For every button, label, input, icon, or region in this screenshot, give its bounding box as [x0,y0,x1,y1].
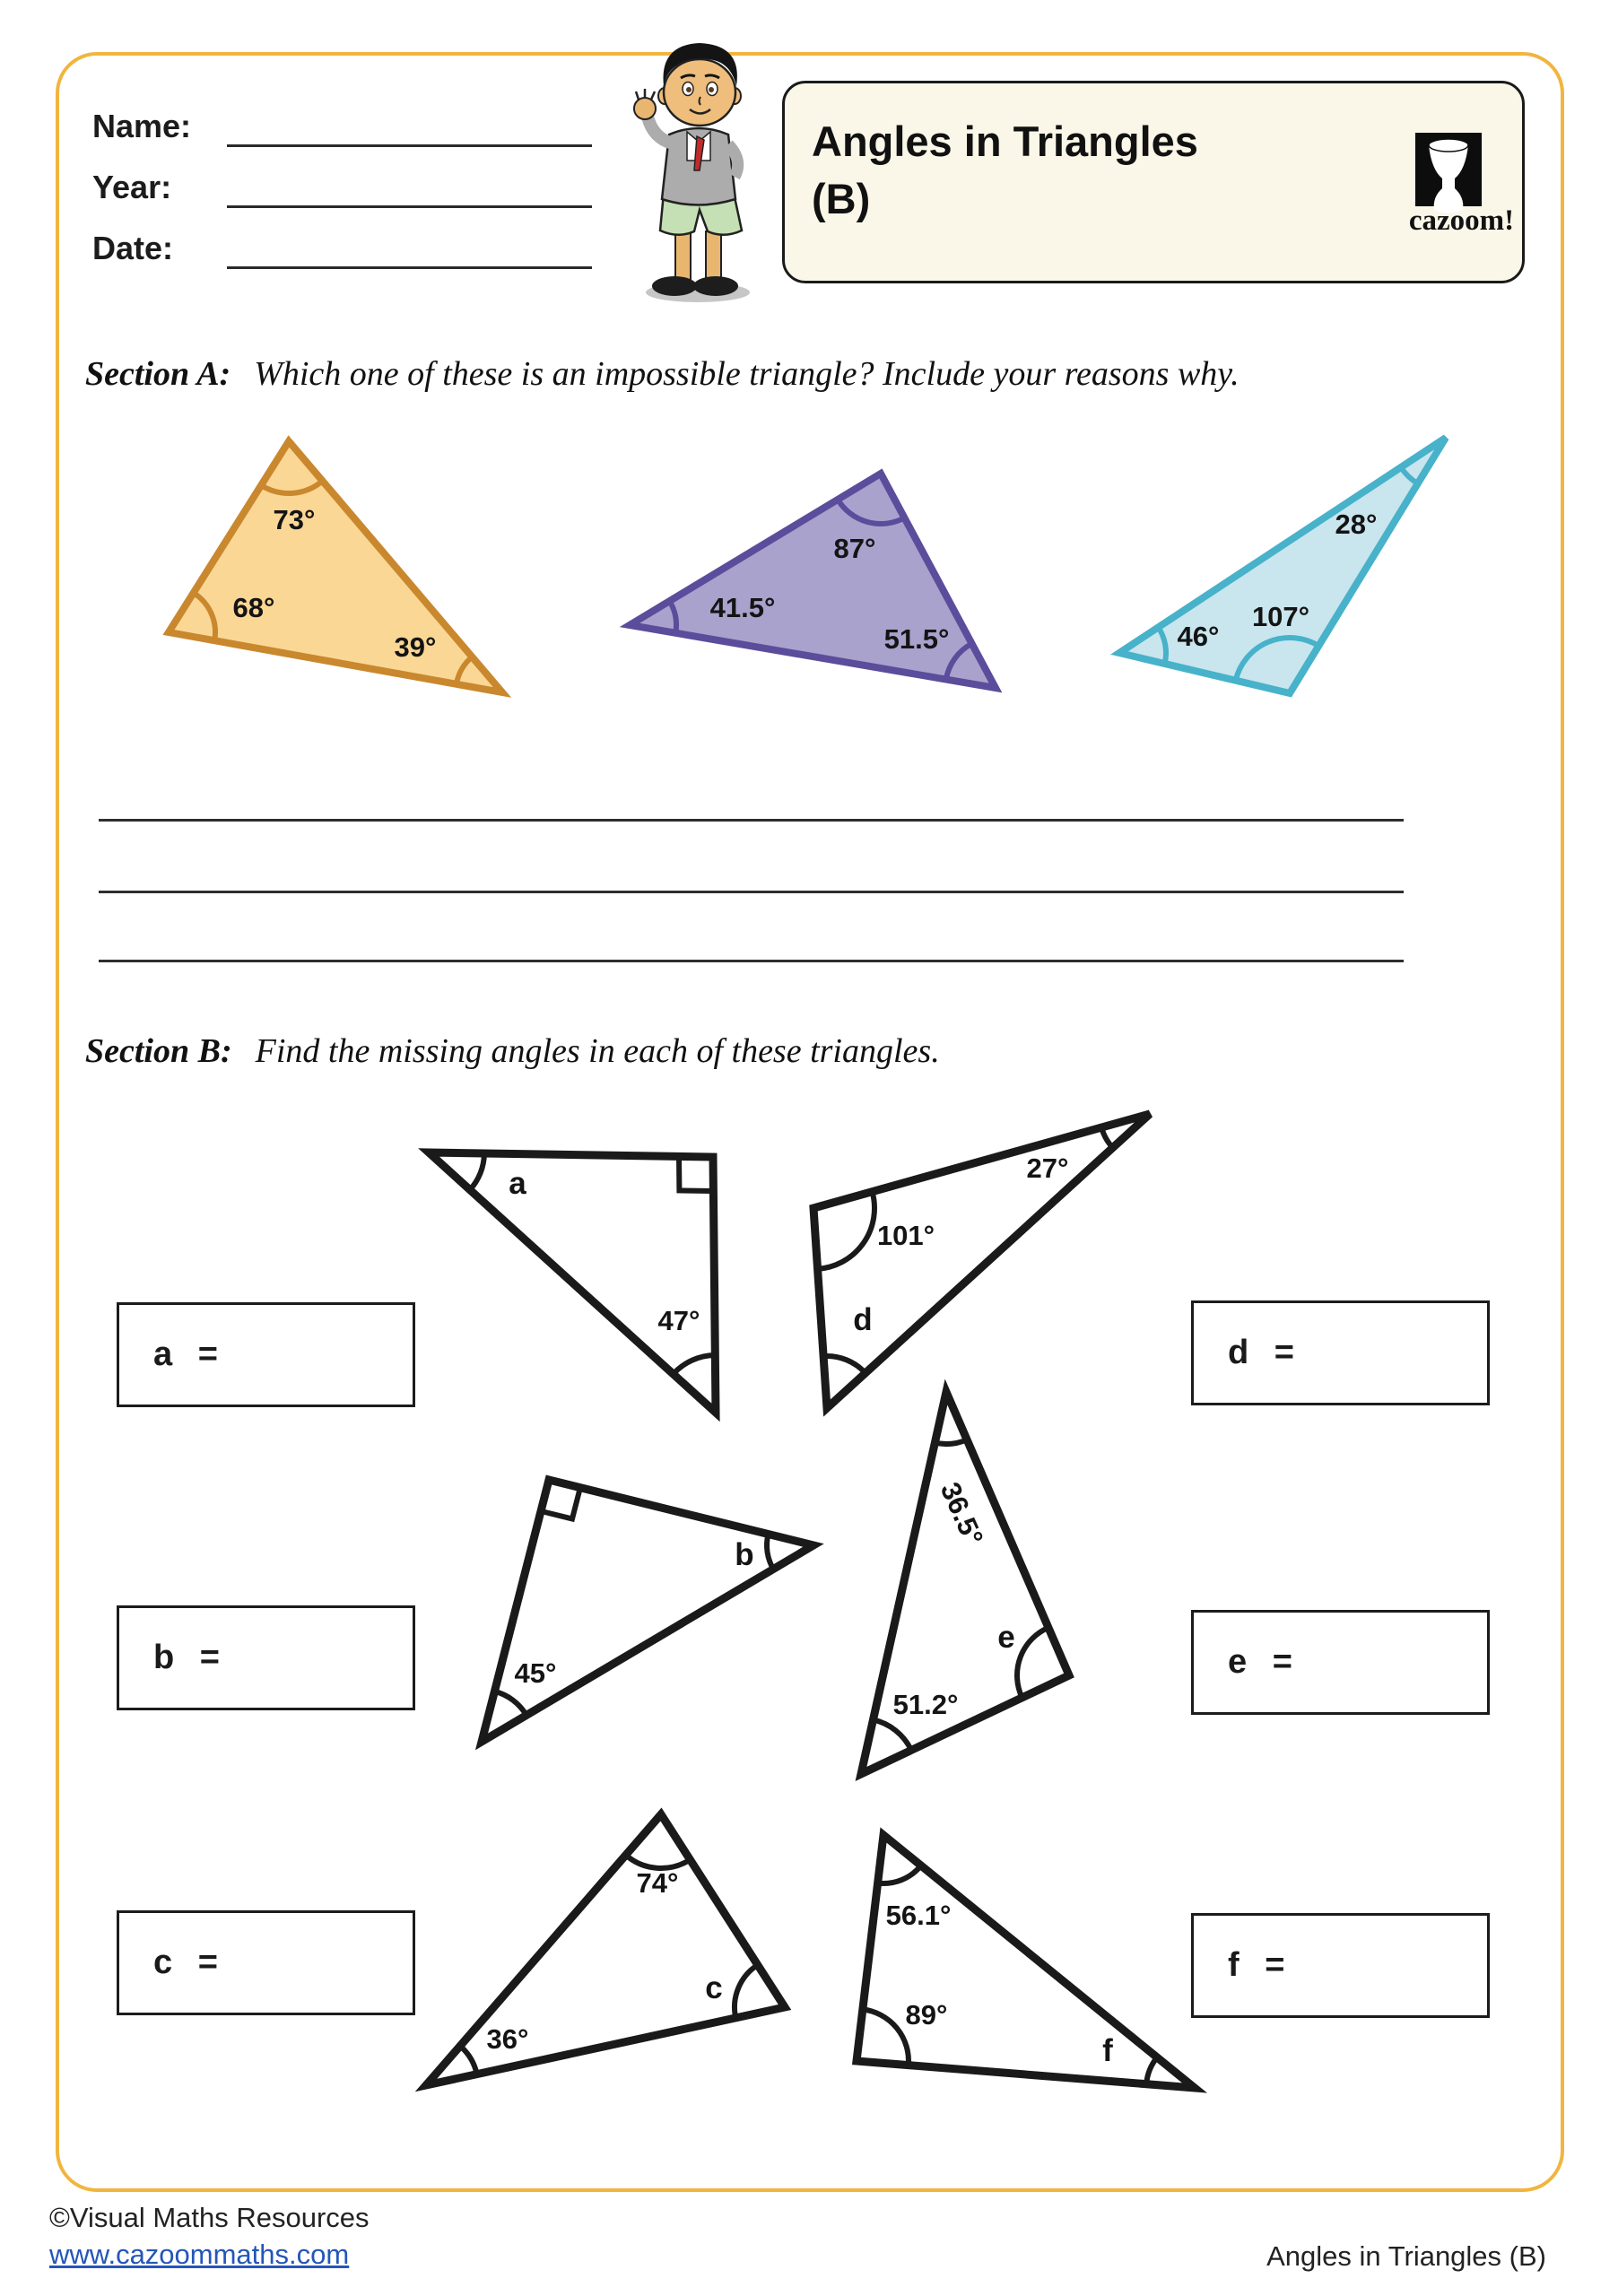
answer-box-a-label: a = [153,1335,218,1373]
angle-label: 107° [1251,601,1310,632]
answer-box-d-label: d = [1228,1334,1294,1371]
angle-label: 87° [833,533,876,564]
answer-line-1[interactable] [99,819,1404,822]
answer-box-c[interactable] [117,1910,415,2015]
angle-label: 46° [1177,621,1220,652]
triangle-letter-label: c [705,1970,723,2005]
answer-box-e[interactable] [1191,1610,1490,1715]
answer-line-3[interactable] [99,960,1404,962]
answer-box-e-label: e = [1228,1643,1292,1681]
date-label: Date: [92,230,174,266]
worksheet-title-line2: (B) [812,175,871,222]
angle-label: 89° [905,1999,948,2031]
answer-box-f[interactable] [1191,1913,1490,2018]
section-b-title: Section B: [85,1032,232,1070]
triangle-letter-label: b [735,1537,754,1572]
angle-label: 36.5° [934,1477,990,1551]
answer-box-a[interactable] [117,1302,415,1407]
angle-label: 74° [636,1867,679,1899]
cazoom-logo-text: cazoom! [1408,204,1515,237]
triangle-letter-label: f [1102,2033,1113,2068]
worksheet-title-line1: Angles in Triangles [812,117,1198,165]
angle-label: 101° [876,1220,935,1251]
section-b-heading [85,1031,940,1071]
angle-label: 28° [1335,509,1378,540]
copyright-text: ©Visual Maths Resources [49,2202,370,2233]
answer-line-2[interactable] [99,891,1404,893]
angle-label: 73° [273,504,316,535]
angle-label: 41.5° [709,592,776,623]
section-b-prompt: Find the missing angles in each of these triangles. [255,1032,940,1070]
triangle-letter-label: a [509,1166,526,1201]
angle-label: 56.1° [885,1900,952,1931]
angle-label: 45° [514,1657,557,1689]
section-a-prompt: Which one of these is an impossible triangle? Include your reasons why. [254,355,1240,393]
triangle-letter-label: e [997,1620,1015,1655]
answer-box-b-label: b = [153,1639,220,1676]
angle-label: 39° [394,631,437,663]
answer-box-f-label: f = [1228,1946,1285,1984]
year-label: Year: [92,169,172,205]
answer-box-b[interactable] [117,1605,415,1710]
angle-label: 47° [657,1305,700,1336]
angle-label: 36° [486,2023,529,2055]
angle-label: 51.5° [883,623,950,655]
website-link[interactable]: www.cazoommaths.com [49,2239,350,2270]
angle-label: 27° [1026,1152,1069,1184]
footer-doc-title: Angles in Triangles (B) [1266,2240,1546,2272]
section-a-heading [85,354,1240,394]
angle-label: 51.2° [892,1689,959,1720]
section-a-title: Section A: [85,355,231,393]
triangle-letter-label: d [853,1302,873,1337]
angle-label: 68° [232,592,275,623]
name-label: Name: [92,108,192,144]
answer-box-c-label: c = [153,1944,218,1981]
answer-box-d[interactable] [1191,1300,1490,1405]
